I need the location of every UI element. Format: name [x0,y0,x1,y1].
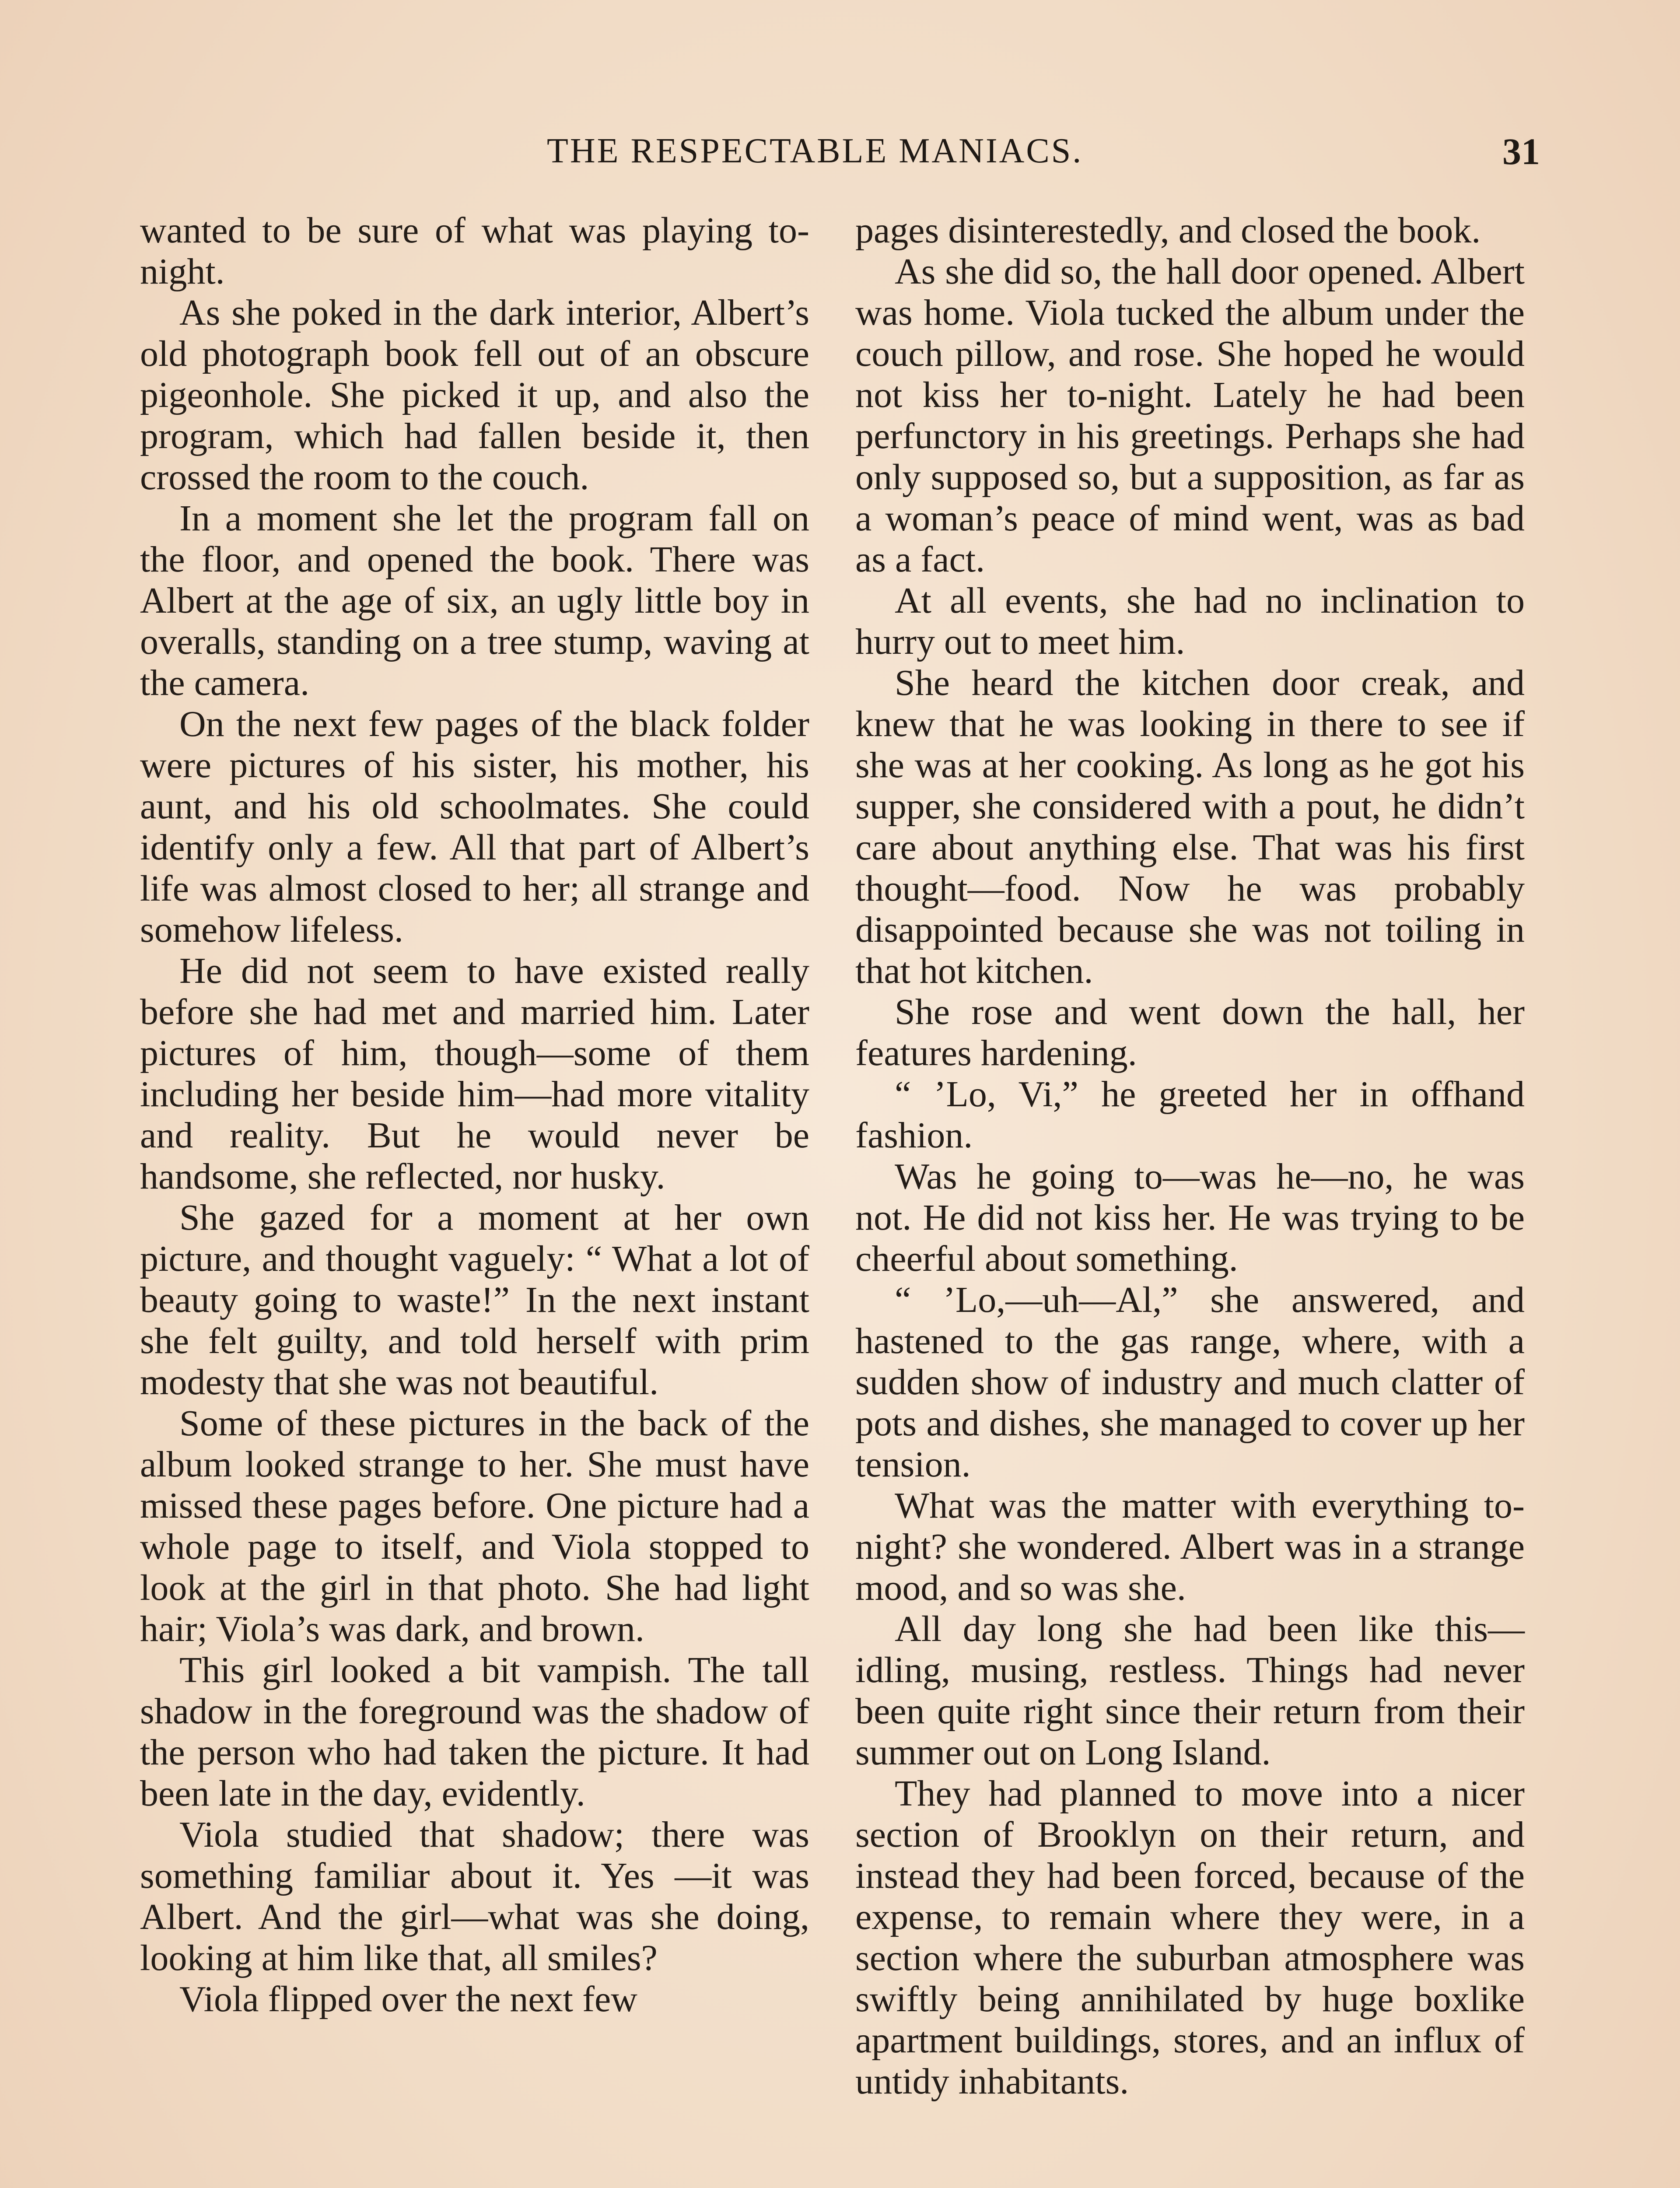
page-number: 31 [1502,130,1540,172]
paragraph: Some of these pictures in the back of the album looked strange to her. She must have missed these pages before. One picture had a whole page to itself, and Viola stopped to look at the girl in that photo. She had light hair; Viola’s was dark, and brown. [140,1403,809,1649]
left-column [140,210,809,2020]
paragraph: What was the matter with everything to-night? she wondered. Albert was in a strange mood, and so was she. [855,1485,1525,1608]
paragraph: All day long she had been like this—idling, musing, restless. Things had never been quite right since their return from their summer out on Long Island. [855,1609,1525,1773]
paragraph: She gazed for a moment at her own picture, and thought vaguely: “ What a lot of beauty going to waste!” In the next instant she felt guilty, and told herself with prim modesty that she was not beautiful. [140,1197,809,1403]
paragraph: “ ’Lo,—uh—Al,” she answered, and hastened to the gas range, where, with a sudden show of industry and much clatter of pots and dishes, she managed to cover up her tension. [855,1280,1525,1485]
paragraph: At all events, she had no inclination to hurry out to meet him. [855,580,1525,662]
paragraph: She heard the kitchen door creak, and knew that he was looking in there to see if she was at her cooking. As long as he got his supper, she considered with a pout, he didn’t care about anything else. That was his first thought—food. Now he was probably disappointed because she was not toiling in that hot kitchen. [855,663,1525,991]
paragraph: wanted to be sure of what was playing to-night. [140,210,809,292]
paragraph: In a moment she let the program fall on the floor, and opened the book. There was Albert at the age of six, an ugly little boy in overalls, standing on a tree stump, waving at the camera. [140,498,809,703]
page-header [140,131,1540,184]
paragraph: Viola flipped over the next few [179,1979,637,2020]
paragraph: They had planned to move into a nicer section of Brooklyn on their return, and instead they had been forced, because of the expense, to remain where they were, in a section where the suburban atmosphere was swiftly being annihilated by huge boxlike apartment buildings, stores, and an influx of untidy inhabitants. [855,1773,1525,2102]
right-column [855,210,1525,2102]
paragraph: Was he going to—was he—no, he was not. He did not kiss her. He was trying to be cheerful about something. [855,1156,1525,1279]
paragraph: “ ’Lo, Vi,” he greeted her in offhand fashion. [855,1074,1525,1156]
paragraph: On the next few pages of the black folder were pictures of his sister, his mother, his aunt, and his old schoolmates. She could identify only a few. All that part of Albert’s life was almost closed to her; all strange and somehow lifeless. [140,704,809,950]
paragraph: pages disinterestedly, and closed the book. [855,210,1481,251]
paragraph: As she poked in the dark interior, Albert’s old photograph book fell out of an obscure pigeonhole. She picked it up, and also the program, which had fallen beside it, then crossed the room to the couch. [140,292,809,498]
running-head: THE RESPECTABLE MANIACS. [547,132,1083,170]
paragraph: As she did so, the hall door opened. Albert was home. Viola tucked the album under the couch pillow, and rose. She hoped he would not kiss her to-night. Lately he had been perfunctory in his greetings. Perhaps she had only supposed so, but a supposition, as far as a woman’s peace of mind went, was as bad as a fact. [855,251,1525,580]
paragraph: She rose and went down the hall, her features hardening. [855,992,1525,1073]
paragraph: He did not seem to have existed really before she had met and married him. Later pictures of him, though—some of them including her beside him—had more vitality and reality. But he would never be handsome, she reflected, nor husky. [140,950,809,1197]
paragraph: Viola studied that shadow; there was something familiar about it. Yes —it was Albert. And the girl—what was she doing, looking at him like that, all smiles? [140,1814,809,1978]
paragraph: This girl looked a bit vampish. The tall shadow in the foreground was the shadow of the person who had taken the picture. It had been late in the day, evidently. [140,1650,809,1814]
